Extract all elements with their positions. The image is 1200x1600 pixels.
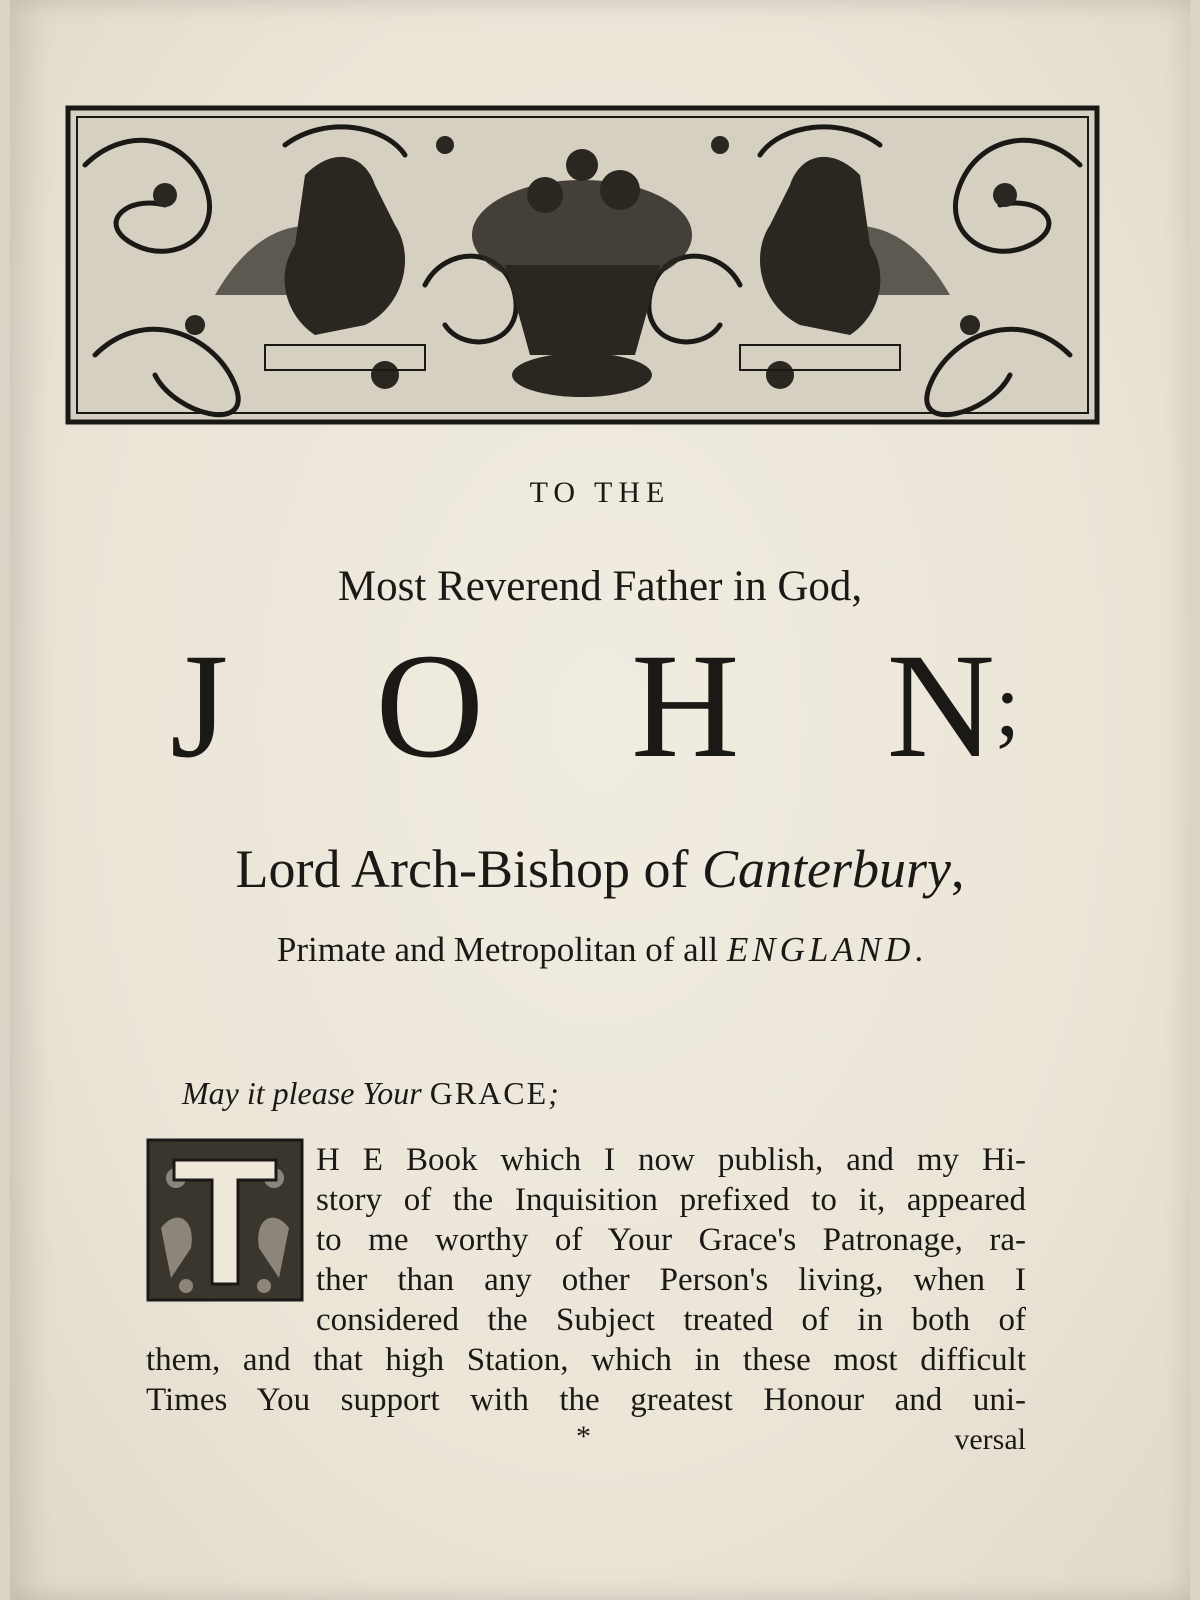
body-line: considered the Subject treated of in both of [316,1302,1026,1338]
catchword: versal [954,1423,1026,1456]
body-line: ther than any other Person's living, when I [316,1262,1026,1298]
dedication-title-line: Most Reverend Father in God, [337,563,863,610]
ornamental-headpiece [65,105,1100,425]
dedication-body [146,1140,1026,1460]
body-line: story of the Inquisition prefixed to it, appeared [316,1182,1026,1218]
name-letter: N; [886,623,1020,789]
body-line: to me worthy of Your Grace's Patronage, ra- [316,1222,1026,1258]
dedicatee-office: Lord Arch-Bishop of Canterbury, [235,839,965,899]
signature-mark: * [576,1420,591,1453]
name-letter: H [631,623,740,789]
dedication-to-the: TO THE [529,476,671,509]
body-line: H E Book which I now publish, and my Hi- [316,1142,1026,1178]
dedicatee-primate-line: Primate and Metropolitan of all ENGLAND. [276,930,924,969]
salutation: May it please Your GRACE; [182,1075,559,1111]
book-page [10,0,1190,1600]
dedicatee-name [170,623,1020,789]
body-line: Times You support with the greatest Honour and uni- [146,1382,1026,1418]
name-letter: J [170,623,229,789]
name-letter: O [375,623,484,789]
body-line: them, and that high Station, which in these most difficult [146,1342,1026,1378]
